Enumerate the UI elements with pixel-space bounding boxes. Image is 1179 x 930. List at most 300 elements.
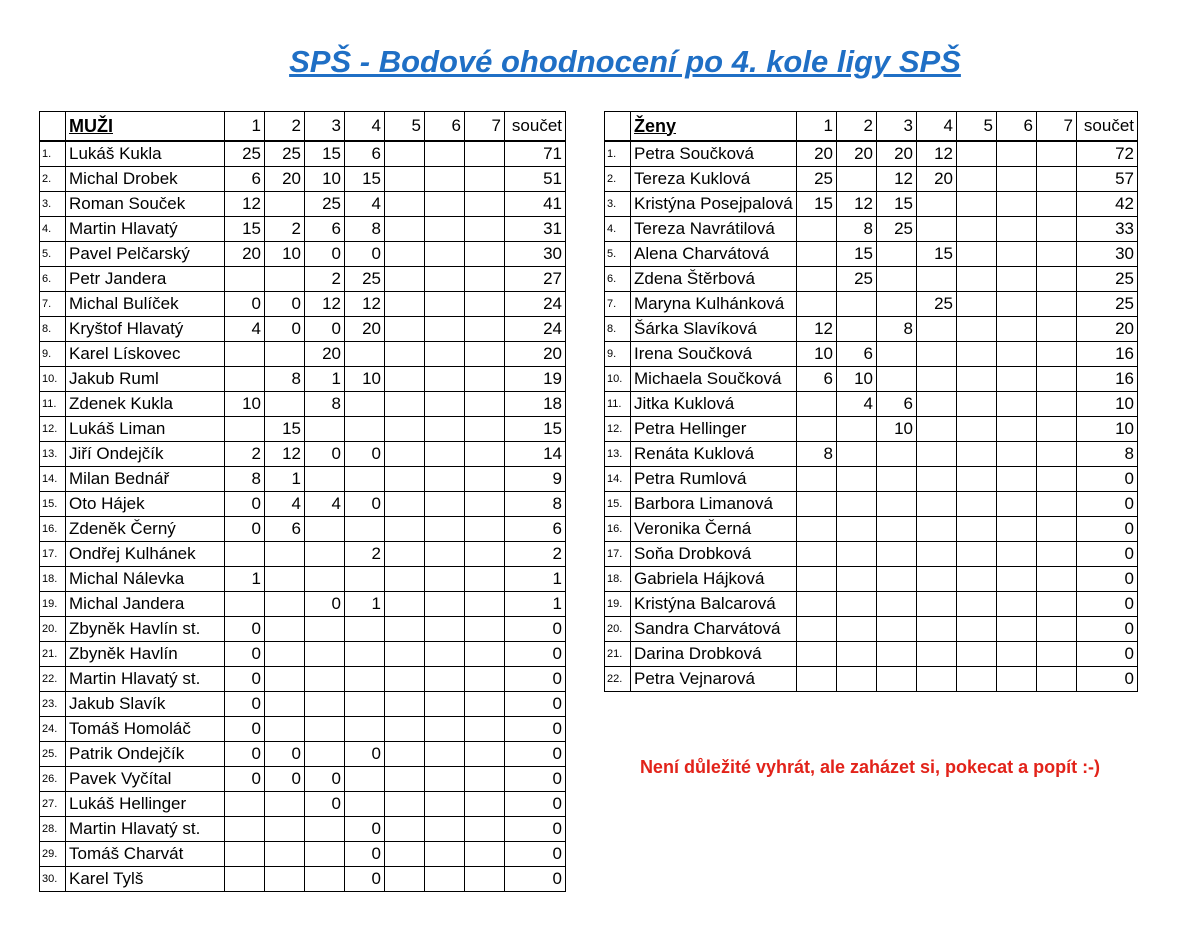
rank-cell: 22.	[605, 667, 631, 692]
table-row	[40, 642, 566, 667]
category-header: Ženy	[631, 112, 797, 142]
player-name: Milan Bednář	[66, 467, 225, 492]
total-score: 24	[505, 292, 566, 317]
round-score	[385, 442, 425, 467]
table-row	[40, 692, 566, 717]
table-row	[40, 292, 566, 317]
round-score	[425, 192, 465, 217]
player-name: Jakub Slavík	[66, 692, 225, 717]
round-score	[997, 141, 1037, 167]
round-score	[797, 417, 837, 442]
round-score: 20	[797, 141, 837, 167]
round-score	[425, 342, 465, 367]
round-score	[837, 442, 877, 467]
round-score	[837, 492, 877, 517]
table-row	[605, 467, 1138, 492]
table-row	[605, 517, 1138, 542]
round-score: 6	[265, 517, 305, 542]
rank-cell: 1.	[40, 141, 66, 167]
round-score	[305, 642, 345, 667]
round-score	[917, 267, 957, 292]
round-score	[837, 467, 877, 492]
round-score	[265, 667, 305, 692]
player-name: Jitka Kuklová	[631, 392, 797, 417]
round-score	[797, 617, 837, 642]
player-name: Jakub Ruml	[66, 367, 225, 392]
player-name: Petr Jandera	[66, 267, 225, 292]
round-score	[837, 317, 877, 342]
rank-cell: 20.	[605, 617, 631, 642]
total-score: 0	[505, 742, 566, 767]
round-score: 0	[225, 667, 265, 692]
round-score	[1037, 517, 1077, 542]
rank-cell: 15.	[40, 492, 66, 517]
round-header: 1	[225, 112, 265, 142]
round-score	[345, 767, 385, 792]
table-row	[40, 367, 566, 392]
rank-cell: 18.	[40, 567, 66, 592]
round-score	[957, 267, 997, 292]
round-score	[305, 842, 345, 867]
round-score	[425, 242, 465, 267]
total-score: 20	[505, 342, 566, 367]
round-score: 0	[225, 292, 265, 317]
round-score	[385, 542, 425, 567]
player-name: Pavel Pelčarský	[66, 242, 225, 267]
total-score: 51	[505, 167, 566, 192]
round-header: 7	[1037, 112, 1077, 142]
round-score: 20	[265, 167, 305, 192]
round-score	[997, 542, 1037, 567]
round-score: 1	[265, 467, 305, 492]
total-score: 10	[1077, 392, 1138, 417]
round-score: 6	[877, 392, 917, 417]
round-score	[425, 492, 465, 517]
round-score	[465, 767, 505, 792]
total-score: 31	[505, 217, 566, 242]
total-score: 6	[505, 517, 566, 542]
round-score	[465, 867, 505, 892]
round-score: 6	[305, 217, 345, 242]
table-row	[40, 867, 566, 892]
round-score	[265, 642, 305, 667]
round-header: 3	[877, 112, 917, 142]
round-score: 0	[225, 517, 265, 542]
rank-cell: 12.	[40, 417, 66, 442]
round-score	[1037, 167, 1077, 192]
round-score	[877, 617, 917, 642]
round-score	[305, 867, 345, 892]
round-score	[797, 242, 837, 267]
round-score	[465, 292, 505, 317]
player-name: Zdeněk Černý	[66, 517, 225, 542]
player-name: Maryna Kulhánková	[631, 292, 797, 317]
round-score	[425, 317, 465, 342]
player-name: Soňa Drobková	[631, 542, 797, 567]
round-score	[345, 642, 385, 667]
rank-cell: 4.	[605, 217, 631, 242]
round-score	[957, 617, 997, 642]
round-score	[425, 717, 465, 742]
round-score	[837, 567, 877, 592]
round-score: 10	[345, 367, 385, 392]
round-score: 0	[305, 442, 345, 467]
round-score	[917, 667, 957, 692]
round-score	[465, 242, 505, 267]
rank-cell: 16.	[605, 517, 631, 542]
round-score	[345, 392, 385, 417]
round-score	[305, 517, 345, 542]
round-score	[465, 392, 505, 417]
round-score	[305, 467, 345, 492]
table-row	[605, 392, 1138, 417]
header-corner-cell	[40, 112, 66, 142]
round-score: 0	[305, 592, 345, 617]
total-score: 0	[1077, 567, 1138, 592]
total-score: 24	[505, 317, 566, 342]
round-score: 0	[345, 742, 385, 767]
round-score	[917, 517, 957, 542]
round-score: 0	[225, 717, 265, 742]
round-score	[385, 242, 425, 267]
total-score: 18	[505, 392, 566, 417]
table-row	[40, 217, 566, 242]
round-score: 8	[225, 467, 265, 492]
round-score	[345, 517, 385, 542]
round-score	[957, 342, 997, 367]
total-score: 0	[505, 717, 566, 742]
rank-cell: 9.	[40, 342, 66, 367]
round-score: 1	[225, 567, 265, 592]
rank-cell: 2.	[605, 167, 631, 192]
round-score: 25	[345, 267, 385, 292]
player-name: Michal Nálevka	[66, 567, 225, 592]
round-score	[997, 367, 1037, 392]
round-score	[797, 642, 837, 667]
round-score	[1037, 242, 1077, 267]
round-score	[385, 867, 425, 892]
round-score	[465, 717, 505, 742]
round-score: 25	[877, 217, 917, 242]
table-row	[40, 192, 566, 217]
round-score	[425, 442, 465, 467]
total-score: 0	[1077, 667, 1138, 692]
table-row	[40, 842, 566, 867]
round-header: 7	[465, 112, 505, 142]
round-score	[877, 442, 917, 467]
total-score: 0	[505, 617, 566, 642]
round-score	[917, 192, 957, 217]
round-score	[465, 141, 505, 167]
round-score	[465, 592, 505, 617]
round-score	[797, 467, 837, 492]
round-score	[425, 667, 465, 692]
round-score: 0	[265, 742, 305, 767]
round-score	[837, 592, 877, 617]
total-score: 10	[1077, 417, 1138, 442]
table-row	[40, 617, 566, 642]
rank-cell: 12.	[605, 417, 631, 442]
round-score	[425, 292, 465, 317]
round-score: 0	[265, 767, 305, 792]
round-header: 2	[837, 112, 877, 142]
round-score	[385, 292, 425, 317]
rank-cell: 15.	[605, 492, 631, 517]
women-standings-table	[604, 111, 1138, 692]
player-name: Ondřej Kulhánek	[66, 542, 225, 567]
table-row	[40, 567, 566, 592]
round-score	[465, 642, 505, 667]
round-score	[305, 742, 345, 767]
table-row	[40, 817, 566, 842]
total-score: 0	[1077, 592, 1138, 617]
round-score	[425, 467, 465, 492]
rank-cell: 17.	[40, 542, 66, 567]
round-score: 15	[917, 242, 957, 267]
round-score	[957, 392, 997, 417]
round-score	[385, 817, 425, 842]
rank-cell: 14.	[605, 467, 631, 492]
round-score: 20	[837, 141, 877, 167]
round-score	[465, 342, 505, 367]
round-score: 10	[837, 367, 877, 392]
round-score	[1037, 492, 1077, 517]
round-score	[425, 742, 465, 767]
round-score	[265, 592, 305, 617]
rank-cell: 18.	[605, 567, 631, 592]
round-score	[997, 217, 1037, 242]
motto-text: Není důležité vyhrát, ale zaházet si, pokecat a popít :-)	[639, 757, 1101, 777]
total-score: 30	[505, 242, 566, 267]
round-score	[385, 742, 425, 767]
rank-cell: 8.	[605, 317, 631, 342]
round-score	[917, 417, 957, 442]
round-score	[997, 267, 1037, 292]
round-score	[465, 467, 505, 492]
round-score	[1037, 592, 1077, 617]
rank-cell: 21.	[605, 642, 631, 667]
player-name: Veronika Černá	[631, 517, 797, 542]
round-score	[465, 567, 505, 592]
round-score	[225, 542, 265, 567]
round-score: 0	[225, 642, 265, 667]
round-score	[265, 692, 305, 717]
round-score	[225, 842, 265, 867]
round-header: 5	[957, 112, 997, 142]
rank-cell: 6.	[605, 267, 631, 292]
round-score	[385, 192, 425, 217]
total-score: 57	[1077, 167, 1138, 192]
round-score	[345, 667, 385, 692]
total-score: 8	[505, 492, 566, 517]
round-score	[1037, 617, 1077, 642]
round-score	[305, 617, 345, 642]
total-score: 0	[505, 792, 566, 817]
total-score: 42	[1077, 192, 1138, 217]
table-row	[605, 442, 1138, 467]
round-score	[385, 492, 425, 517]
table-row	[605, 192, 1138, 217]
round-score: 2	[305, 267, 345, 292]
player-name: Alena Charvátová	[631, 242, 797, 267]
total-score: 2	[505, 542, 566, 567]
round-score	[465, 817, 505, 842]
round-score	[225, 817, 265, 842]
round-score: 25	[265, 141, 305, 167]
round-score: 6	[345, 141, 385, 167]
table-row	[40, 141, 566, 167]
round-score	[877, 667, 917, 692]
round-score: 0	[225, 767, 265, 792]
round-score	[265, 617, 305, 642]
round-score	[877, 467, 917, 492]
table-row	[40, 517, 566, 542]
rank-cell: 6.	[40, 267, 66, 292]
player-name: Tomáš Homoláč	[66, 717, 225, 742]
round-score	[425, 417, 465, 442]
round-score: 15	[877, 192, 917, 217]
round-score	[877, 267, 917, 292]
round-score: 12	[797, 317, 837, 342]
table-row	[40, 792, 566, 817]
round-header: 4	[345, 112, 385, 142]
player-name: Martin Hlavatý st.	[66, 817, 225, 842]
round-score	[1037, 192, 1077, 217]
round-score	[957, 667, 997, 692]
round-score	[385, 392, 425, 417]
round-score	[265, 842, 305, 867]
round-score	[997, 492, 1037, 517]
total-score: 27	[505, 267, 566, 292]
round-score	[957, 317, 997, 342]
round-score	[465, 317, 505, 342]
rank-cell: 22.	[40, 667, 66, 692]
round-score: 15	[345, 167, 385, 192]
round-score: 2	[345, 542, 385, 567]
round-score: 1	[345, 592, 385, 617]
player-name: Roman Souček	[66, 192, 225, 217]
round-score	[997, 617, 1037, 642]
round-score	[425, 867, 465, 892]
round-score	[957, 217, 997, 242]
table-row	[40, 242, 566, 267]
round-score	[917, 442, 957, 467]
round-score: 0	[345, 242, 385, 267]
round-score: 25	[837, 267, 877, 292]
round-score	[385, 267, 425, 292]
sum-header: součet	[1077, 112, 1138, 142]
round-score: 0	[345, 867, 385, 892]
round-score	[1037, 317, 1077, 342]
round-score	[917, 367, 957, 392]
round-score	[265, 267, 305, 292]
round-score	[425, 367, 465, 392]
rank-cell: 20.	[40, 617, 66, 642]
round-score	[837, 167, 877, 192]
round-score	[385, 467, 425, 492]
header-row	[605, 112, 1138, 142]
table-row	[605, 492, 1138, 517]
round-score	[465, 842, 505, 867]
player-name: Darina Drobková	[631, 642, 797, 667]
round-score	[265, 717, 305, 742]
player-name: Tomáš Charvát	[66, 842, 225, 867]
round-score: 8	[305, 392, 345, 417]
round-score: 0	[265, 317, 305, 342]
round-score	[425, 767, 465, 792]
table-row	[605, 592, 1138, 617]
round-score	[1037, 667, 1077, 692]
round-score	[225, 592, 265, 617]
round-score	[385, 667, 425, 692]
player-name: Petra Součková	[631, 141, 797, 167]
player-name: Tereza Navrátilová	[631, 217, 797, 242]
round-score	[305, 817, 345, 842]
round-score	[837, 542, 877, 567]
round-score	[265, 192, 305, 217]
round-score	[957, 167, 997, 192]
total-score: 19	[505, 367, 566, 392]
round-score: 10	[877, 417, 917, 442]
player-name: Lukáš Kukla	[66, 141, 225, 167]
round-score: 0	[225, 692, 265, 717]
round-score	[465, 267, 505, 292]
total-score: 15	[505, 417, 566, 442]
round-score	[465, 517, 505, 542]
round-score	[797, 542, 837, 567]
player-name: Barbora Limanová	[631, 492, 797, 517]
round-score	[997, 642, 1037, 667]
round-score	[225, 367, 265, 392]
rank-cell: 17.	[605, 542, 631, 567]
round-score	[225, 267, 265, 292]
rank-cell: 25.	[40, 742, 66, 767]
round-score	[957, 192, 997, 217]
round-score	[797, 592, 837, 617]
round-score: 15	[225, 217, 265, 242]
player-name: Kristýna Balcarová	[631, 592, 797, 617]
rank-cell: 11.	[40, 392, 66, 417]
table-row	[40, 417, 566, 442]
round-score	[837, 667, 877, 692]
round-score	[997, 317, 1037, 342]
round-score	[305, 692, 345, 717]
round-header: 3	[305, 112, 345, 142]
round-score	[305, 567, 345, 592]
round-score	[425, 567, 465, 592]
player-name: Kryštof Hlavatý	[66, 317, 225, 342]
round-score	[345, 692, 385, 717]
round-score: 12	[225, 192, 265, 217]
round-score	[465, 667, 505, 692]
round-score	[1037, 141, 1077, 167]
rank-cell: 10.	[40, 367, 66, 392]
round-score	[385, 717, 425, 742]
player-name: Michal Drobek	[66, 167, 225, 192]
round-score	[385, 642, 425, 667]
round-score	[957, 242, 997, 267]
total-score: 25	[1077, 292, 1138, 317]
table-row	[605, 242, 1138, 267]
round-score: 15	[837, 242, 877, 267]
player-name: Petra Hellinger	[631, 417, 797, 442]
round-score	[917, 342, 957, 367]
round-score: 10	[797, 342, 837, 367]
table-row	[40, 492, 566, 517]
round-score	[385, 517, 425, 542]
round-score	[997, 242, 1037, 267]
table-row	[40, 767, 566, 792]
